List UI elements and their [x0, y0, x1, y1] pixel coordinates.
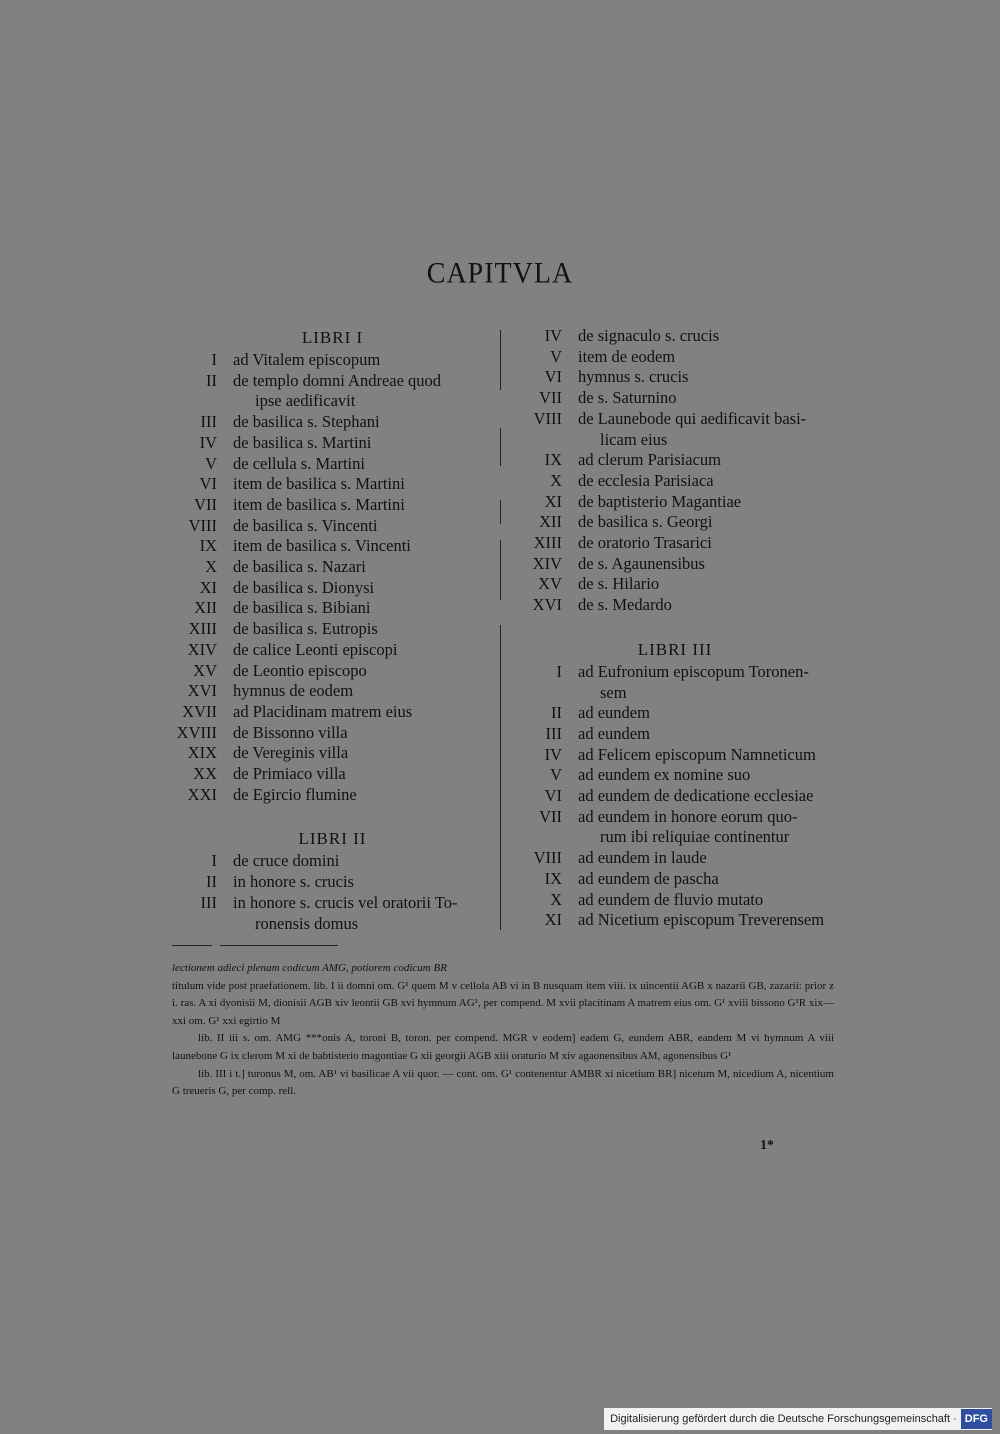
toc-entry [510, 662, 840, 703]
toc-entry [510, 910, 840, 931]
signature-mark: 1* [760, 1138, 774, 1153]
entry-numeral: XII [194, 598, 217, 618]
toc-entry [510, 450, 840, 471]
entry-title [233, 433, 500, 454]
toc-entry [165, 723, 500, 744]
toc-entry [165, 350, 500, 371]
entry-title [233, 619, 500, 640]
toc-entry [165, 557, 500, 578]
entry-title-line: de basilica s. Bibiani [233, 598, 371, 618]
entry-title [233, 723, 500, 744]
entry-title [578, 745, 840, 766]
entry-title [578, 409, 840, 450]
toc-entry [510, 326, 840, 347]
toc-entry [165, 640, 500, 661]
entry-numeral: XIV [187, 639, 217, 659]
column-divider [500, 330, 501, 390]
entry-title [578, 367, 840, 388]
entry-title [578, 765, 840, 786]
toc-entry [510, 492, 840, 513]
entry-title-line: de cellula s. Martini [233, 453, 365, 473]
dfg-logo: DFG [961, 1409, 992, 1429]
footnote-line: lib. II iii s. om. AMG ***onis A, toroni B, toron. per compend. MGR v eodem] eadem G, eundem ABR, eandem M vi hymnum A viii launebone G ix clerom M xi de babtisterio magontiae G xii georgii AGB xiii oraturio M xiv agaonensibus AM, agonensibus G¹ [172, 1032, 834, 1062]
entry-numeral: XIX [187, 743, 217, 763]
entry-numeral: XX [193, 764, 217, 784]
entry-title [578, 703, 840, 724]
entry-numeral: XII [539, 512, 562, 532]
entry-title [233, 578, 500, 599]
entry-numeral: VII [539, 806, 562, 826]
entry-title [578, 554, 840, 575]
entry-numeral: II [206, 370, 217, 390]
entry-title [578, 807, 840, 848]
toc-entry [510, 533, 840, 554]
toc-entry [165, 764, 500, 785]
toc-entry [165, 661, 500, 682]
toc-entry [510, 409, 840, 450]
entry-title-line: ad eundem de dedicatione ecclesiae [578, 786, 814, 806]
toc-entry [165, 536, 500, 557]
footer-credit [604, 1408, 992, 1430]
entry-title [578, 574, 840, 595]
entry-numeral: XXI [187, 784, 217, 804]
toc-entry [165, 872, 500, 893]
entry-title-line: in honore s. crucis vel oratorii To- [233, 892, 458, 912]
entry-title [578, 492, 840, 513]
entry-numeral: IX [199, 536, 217, 556]
entry-title-line: de Vereginis villa [233, 743, 349, 763]
entry-title [578, 910, 840, 931]
entry-title-line: de basilica s. Nazari [233, 557, 366, 577]
entry-numeral: VI [544, 367, 562, 387]
entry-title-line: item de basilica s. Vincenti [233, 536, 411, 556]
entry-numeral: I [211, 350, 217, 369]
toc-entry [165, 619, 500, 640]
column-divider [500, 625, 501, 930]
entry-numeral: V [205, 453, 217, 473]
entry-title-line: ad eundem ex nomine suo [578, 765, 751, 785]
entry-title-line: de s. Medardo [578, 595, 672, 615]
entry-title-continuation: ipse aedificavit [255, 391, 356, 411]
entry-numeral: V [550, 765, 562, 785]
toc-entry [165, 371, 500, 412]
entry-title-continuation: ronensis domus [255, 913, 359, 933]
entry-title [233, 598, 500, 619]
toc-entry [165, 743, 500, 764]
entry-numeral: IV [544, 744, 562, 764]
footer-text: Digitalisierung gefördert durch die Deutsche Forschungsgemeinschaft · [610, 1413, 957, 1425]
entry-title-line: de oratorio Trasarici [578, 533, 712, 553]
entry-numeral: XVI [532, 595, 562, 615]
entry-title [233, 371, 500, 412]
entry-title [233, 495, 500, 516]
entry-title-continuation: sem [600, 682, 627, 702]
entry-title-line: ad clerum Parisiacum [578, 450, 721, 470]
entry-numeral: I [556, 661, 562, 681]
entry-title-line: item de eodem [578, 346, 676, 366]
entry-numeral: V [550, 346, 562, 366]
entry-title [578, 848, 840, 869]
column-divider [500, 428, 501, 466]
footnote-rule [220, 945, 338, 946]
entry-title [233, 474, 500, 495]
entry-numeral: VI [199, 474, 217, 494]
entry-title-line: ad eundem de fluvio mutato [578, 889, 764, 909]
entry-title [578, 326, 840, 347]
entry-numeral: III [545, 723, 562, 743]
entry-title-line: de basilica s. Martini [233, 432, 372, 452]
toc-entry [165, 893, 500, 934]
entry-title-line: de s. Saturnino [578, 388, 677, 408]
toc-entry [510, 388, 840, 409]
entry-title-line: de templo domni Andreae quod [233, 370, 442, 390]
entry-title [578, 512, 840, 533]
book-heading: LIBRI I [301, 328, 364, 347]
toc-entry [165, 495, 500, 516]
entry-title-line: de s. Agaunensibus [578, 553, 705, 573]
entry-title [233, 350, 500, 371]
entry-numeral: XIII [188, 619, 217, 639]
entry-title [233, 661, 500, 682]
entry-numeral: XVII [182, 701, 217, 721]
entry-title-line: de cruce domini [233, 851, 340, 871]
toc-entry [510, 554, 840, 575]
toc-entry [165, 702, 500, 723]
entry-title-line: de basilica s. Vincenti [233, 515, 378, 535]
toc-entry [510, 890, 840, 911]
entry-numeral: VI [544, 786, 562, 806]
toc-entry [165, 785, 500, 806]
entry-numeral: XI [544, 910, 562, 930]
entry-title-line: ad eundem in laude [578, 848, 707, 868]
toc-entry [510, 869, 840, 890]
entry-title [233, 785, 500, 806]
footnote-line: lib. III i t.] turonus M, om. AB¹ vi basilicae A vii quor. — cont. om. G¹ contenentur AMBR xi nicetium BR] nicetum M, nicedium A, nicentium G treueris G, per comp. rell. [172, 1067, 834, 1098]
entry-title-line: ad Nicetium episcopum Treverensem [578, 910, 825, 930]
entry-numeral: IX [544, 868, 562, 888]
book-heading: LIBRI II [298, 829, 367, 849]
toc-entry [510, 703, 840, 724]
entry-title-continuation: licam eius [600, 429, 668, 449]
entry-title-line: item de basilica s. Martini [233, 474, 405, 494]
toc-entry [165, 412, 500, 433]
entry-title [233, 412, 500, 433]
entry-title-line: de Launebode qui aedificavit basi- [578, 408, 807, 428]
entry-title-line: de Egircio flumine [233, 784, 357, 804]
entry-numeral: VII [539, 388, 562, 408]
footnote-rule [172, 945, 212, 946]
entry-numeral: XIII [533, 533, 562, 553]
toc-left-column [165, 326, 500, 934]
entry-title-line: hymnus de eodem [233, 681, 354, 701]
toc-entry [165, 474, 500, 495]
entry-title [578, 662, 840, 703]
entry-title [233, 702, 500, 723]
critical-apparatus [172, 960, 834, 1101]
entry-numeral: XI [199, 577, 217, 597]
entry-numeral: XV [538, 574, 562, 594]
entry-numeral: II [551, 703, 562, 723]
entry-title-line: ad eundem [578, 723, 650, 743]
entry-numeral: XVI [187, 681, 217, 701]
footnote-line: titulum vide post praefationem. lib. I ii domni om. G¹ quem M v cellola AB vi in B nusquam item viii. ix uincentii AGB x nazarii GB, zazarii: prior z i. ras. A xi dyonisii M, dionisii AGB xiv leontii GB xvi hymnum AG¹, per compend. M xvii placitinam A matrem eius om. G¹ xviii bissono G¹R xix—xxi om. G¹ xxi egirtio M [172, 979, 834, 1027]
column-divider [500, 500, 501, 524]
toc-entry [510, 471, 840, 492]
entry-numeral: III [200, 892, 217, 912]
entry-title-line: ad Placidinam matrem eius [233, 701, 413, 721]
toc-entry [510, 786, 840, 807]
toc-entry [510, 807, 840, 848]
entry-title-line: de baptisterio Magantiae [578, 491, 742, 511]
section-gap [165, 805, 500, 827]
toc-entry [510, 765, 840, 786]
entry-numeral: IX [544, 450, 562, 470]
entry-title [578, 347, 840, 368]
entry-title-line: de signaculo s. crucis [578, 326, 720, 345]
entry-title-line: de basilica s. Eutropis [233, 619, 378, 639]
toc-entry [510, 574, 840, 595]
page-title: CAPITVLA [426, 257, 574, 290]
footnote-line: lectionem adieci plenam codicum AMG, potiorem codicum BR [172, 962, 447, 974]
entry-numeral: XI [544, 491, 562, 511]
toc-entry [510, 347, 840, 368]
toc-entry [165, 598, 500, 619]
entry-numeral: VIII [188, 515, 217, 535]
entry-numeral: I [211, 851, 217, 871]
entry-title [233, 681, 500, 702]
entry-title [233, 893, 500, 934]
entry-title-line: de calice Leonti episcopi [233, 639, 398, 659]
column-divider [500, 540, 501, 600]
entry-title [578, 890, 840, 911]
entry-numeral: VIII [533, 408, 562, 428]
entry-title-line: de Primiaco villa [233, 764, 346, 784]
entry-title-line: ad eundem in honore eorum quo- [578, 806, 798, 826]
entry-title-line: de basilica s. Stephani [233, 412, 380, 432]
entry-numeral: XIV [532, 553, 562, 573]
entry-numeral: X [550, 889, 562, 909]
entry-numeral: III [200, 412, 217, 432]
entry-numeral: XVIII [176, 722, 217, 742]
toc-entry [510, 848, 840, 869]
toc-entry [165, 433, 500, 454]
entry-title-line: ad eundem [578, 703, 650, 723]
entry-numeral: X [205, 557, 217, 577]
entry-title [578, 471, 840, 492]
entry-title-line: de Leontio episcopo [233, 660, 367, 680]
toc-entry [510, 595, 840, 616]
book-heading: LIBRI III [637, 639, 713, 659]
entry-numeral: II [206, 872, 217, 892]
toc-entry [510, 745, 840, 766]
entry-numeral: IV [544, 326, 562, 345]
entry-numeral: X [550, 470, 562, 490]
entry-title [233, 536, 500, 557]
entry-title [578, 595, 840, 616]
entry-title [578, 869, 840, 890]
entry-title [578, 533, 840, 554]
entry-title-line: de basilica s. Georgi [578, 512, 713, 532]
entry-title-line: ad Vitalem episcopum [233, 350, 381, 369]
entry-title-continuation: rum ibi reliquiae continentur [600, 827, 790, 847]
entry-title [578, 388, 840, 409]
entry-title [578, 724, 840, 745]
entry-numeral: XV [193, 660, 217, 680]
toc-entry [510, 512, 840, 533]
entry-title-line: de Bissonno villa [233, 722, 348, 742]
entry-title-line: ad eundem de pascha [578, 868, 719, 888]
entry-title-line: de s. Hilario [578, 574, 660, 594]
toc-entry [165, 851, 500, 872]
entry-title-line: hymnus s. crucis [578, 367, 689, 387]
toc-entry [510, 367, 840, 388]
entry-title [578, 450, 840, 471]
entry-title [233, 557, 500, 578]
entry-numeral: VII [194, 494, 217, 514]
toc-entry [165, 681, 500, 702]
entry-title [233, 640, 500, 661]
entry-title-line: in honore s. crucis [233, 872, 354, 892]
toc-entry [510, 724, 840, 745]
toc-entry [165, 454, 500, 475]
entry-title-line: de ecclesia Parisiaca [578, 470, 714, 490]
entry-title [233, 454, 500, 475]
entry-title [233, 872, 500, 893]
entry-title-line: ad Eufronium episcopum Toronen- [578, 661, 809, 681]
entry-numeral: VIII [533, 848, 562, 868]
entry-title-line: de basilica s. Dionysi [233, 577, 375, 597]
toc-right-column [510, 326, 840, 931]
entry-title [233, 851, 500, 872]
toc-entry [165, 516, 500, 537]
entry-title [578, 786, 840, 807]
toc-entry [165, 578, 500, 599]
section-gap [510, 616, 840, 638]
entry-title-line: ad Felicem episcopum Namneticum [578, 744, 816, 764]
entry-numeral: IV [199, 432, 217, 452]
entry-title [233, 516, 500, 537]
entry-title [233, 764, 500, 785]
entry-title [233, 743, 500, 764]
entry-title-line: item de basilica s. Martini [233, 494, 405, 514]
